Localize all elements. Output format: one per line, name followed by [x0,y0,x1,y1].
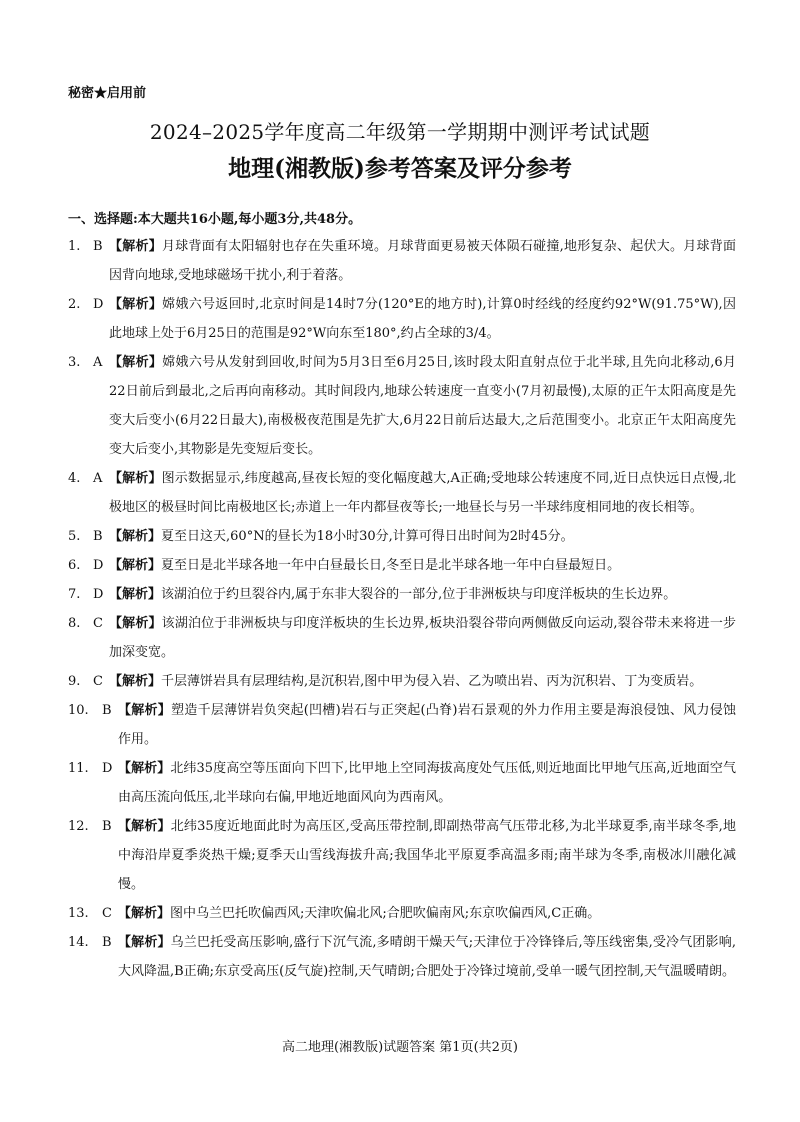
analysis-tag: 【解析】 [109,587,162,602]
answer-item [68,348,736,464]
answer-item [68,609,736,667]
answer-item [68,290,736,348]
answer-item [68,522,736,551]
answer-item [68,696,736,754]
explanation-text: 该湖泊位于非洲板块与印度洋板块的生长边界,板块沿裂谷带向两侧做反向运动,裂谷带未来将进一步加深变宽。 [109,616,736,660]
answer-letter: C [102,906,112,921]
explanation [109,667,736,696]
analysis-tag: 【解析】 [109,674,162,689]
explanation-text: 乌兰巴托受高压影响,盛行下沉气流,多晴朗干燥天气;天津位于冷锋锋后,等压线密集,受冷气团影响,大风降温,B正确;东京受高压(反气旋)控制,天气晴朗;合肥处于冷锋过境前,受单一暖气团控制,天气温暖晴朗。 [118,935,736,979]
question-number: 9. [68,674,81,689]
explanation [118,696,736,754]
answer-letter: B [102,819,112,834]
explanation [109,551,736,580]
analysis-tag: 【解析】 [118,703,172,718]
explanation [109,522,736,551]
analysis-tag: 【解析】 [118,935,171,950]
explanation [109,464,736,522]
explanation [109,290,736,348]
explanation-text: 塑造千层薄饼岩负突起(凹槽)岩石与正突起(凸脊)岩石景观的外力作用主要是海浪侵蚀、风力侵蚀作用。 [118,703,736,747]
explanation-text: 嫦娥六号从发射到回收,时间为5月3日至6月25日,该时段太阳直射点位于北半球,且先向北移动,6月22日前后到最北,之后再向南移动。其时间段内,地球公转速度一直变小(7月初最慢),太原的正午太阳高度是先变大后变小(6月22日最大),南极极夜范围是先扩大,6月22日前后达最大,之后范围变小。北京正午太阳高度先变大后变小,其物影是先变短后变长。 [109,355,736,457]
explanation [109,348,736,464]
answer-item [68,232,736,290]
question-number: 1. [68,239,81,254]
question-number: 2. [68,297,81,312]
explanation [109,580,736,609]
explanation-text: 嫦娥六号返回时,北京时间是14时7分(120°E的地方时),计算0时经线的经度约92°W(91.75°W),因此地球上处于6月25日的范围是92°W向东至180°,约占全球的3/4。 [109,297,736,341]
confidential-label: 秘密★启用前 [68,86,147,101]
answer-key-title: 地理(湘教版)参考答案及评分参考 [228,155,572,182]
answer-letter: B [102,935,112,950]
explanation [118,754,736,812]
answer-item [68,928,736,986]
analysis-tag: 【解析】 [109,297,163,312]
exam-title: 2024–2025学年度高二年级第一学期期中测评考试试题 [149,120,651,144]
answer-item [68,580,736,609]
answer-letter: D [93,587,104,602]
explanation-text: 图中乌兰巴托吹偏西风;天津吹偏北风;合肥吹偏南风;东京吹偏西风,C正确。 [170,906,601,921]
explanation-text: 月球背面有太阳辐射也存在失重环境。月球背面更易被天体陨石碰撞,地形复杂、起伏大。月球背面因背向地球,受地球磁场干扰小,利于着落。 [109,239,736,283]
answer-item [68,899,736,928]
answer-letter: D [102,761,113,776]
question-number: 11. [68,761,89,776]
answer-letter: B [93,529,103,544]
explanation-text: 千层薄饼岩具有层理结构,是沉积岩,图中甲为侵入岩、乙为喷出岩、丙为沉积岩、丁为变质岩。 [161,674,703,689]
question-number: 6. [68,558,81,573]
analysis-tag: 【解析】 [109,471,162,486]
section-heading: 一、选择题:本大题共16小题,每小题3分,共48分。 [68,212,362,227]
explanation [118,812,736,899]
explanation-text: 北纬35度高空等压面向下凹下,比甲地上空同海拔高度处气压低,则近地面比甲地气压高,近地面空气由高压流向低压,北半球向右偏,甲地近地面风向为西南风。 [118,761,736,805]
question-number: 7. [68,587,81,602]
question-number: 12. [68,819,89,834]
explanation-text: 夏至日这天,60°N的昼长为18小时30分,计算可得日出时间为2时45分。 [161,529,574,544]
explanation-text: 夏至日是北半球各地一年中白昼最长日,冬至日是北半球各地一年中白昼最短日。 [161,558,621,573]
answer-letter: D [93,297,104,312]
explanation-text: 图示数据显示,纬度越高,昼夜长短的变化幅度越大,A正确;受地球公转速度不同,近日点快远日点慢,北极地区的极昼时间比南极地区长;赤道上一年内都昼夜等长;一地昼长与另一半球纬度相同地的夜长相等。 [109,471,736,515]
answer-item [68,812,736,899]
explanation [109,609,736,667]
explanation-text: 该湖泊位于约旦裂谷内,属于东非大裂谷的一部分,位于非洲板块与印度洋板块的生长边界。 [161,587,677,602]
answer-item [68,667,736,696]
analysis-tag: 【解析】 [118,906,171,921]
question-number: 3. [68,355,81,370]
analysis-tag: 【解析】 [118,819,171,834]
answer-letter: C [93,674,103,689]
analysis-tag: 【解析】 [109,616,162,631]
explanation [118,928,736,986]
answer-letter: B [102,703,112,718]
analysis-tag: 【解析】 [109,558,162,573]
answer-letter: B [93,239,103,254]
question-number: 13. [68,906,89,921]
answer-letter: A [93,471,103,486]
analysis-tag: 【解析】 [109,239,163,254]
answer-letter: C [93,616,103,631]
question-number: 14. [68,935,89,950]
analysis-tag: 【解析】 [118,761,171,776]
explanation-text: 北纬35度近地面此时为高压区,受高压带控制,即副热带高气压带北移,为北半球夏季,南半球冬季,地中海沿岸夏季炎热干燥;夏季天山雪线海拔升高;我国华北平原夏季高温多雨;南半球为冬季,南极冰川融化减慢。 [118,819,736,892]
analysis-tag: 【解析】 [109,529,162,544]
analysis-tag: 【解析】 [109,355,163,370]
question-number: 5. [68,529,81,544]
answer-item [68,551,736,580]
explanation [109,232,736,290]
answer-item [68,754,736,812]
answer-letter: A [93,355,103,370]
question-number: 4. [68,471,81,486]
answer-list [68,232,736,986]
page-footer: 高二地理(湘教版)试题答案 第1页(共2页) [282,1040,518,1055]
answer-letter: D [93,558,104,573]
answer-item [68,464,736,522]
explanation [118,899,736,928]
question-number: 10. [68,703,89,718]
question-number: 8. [68,616,81,631]
